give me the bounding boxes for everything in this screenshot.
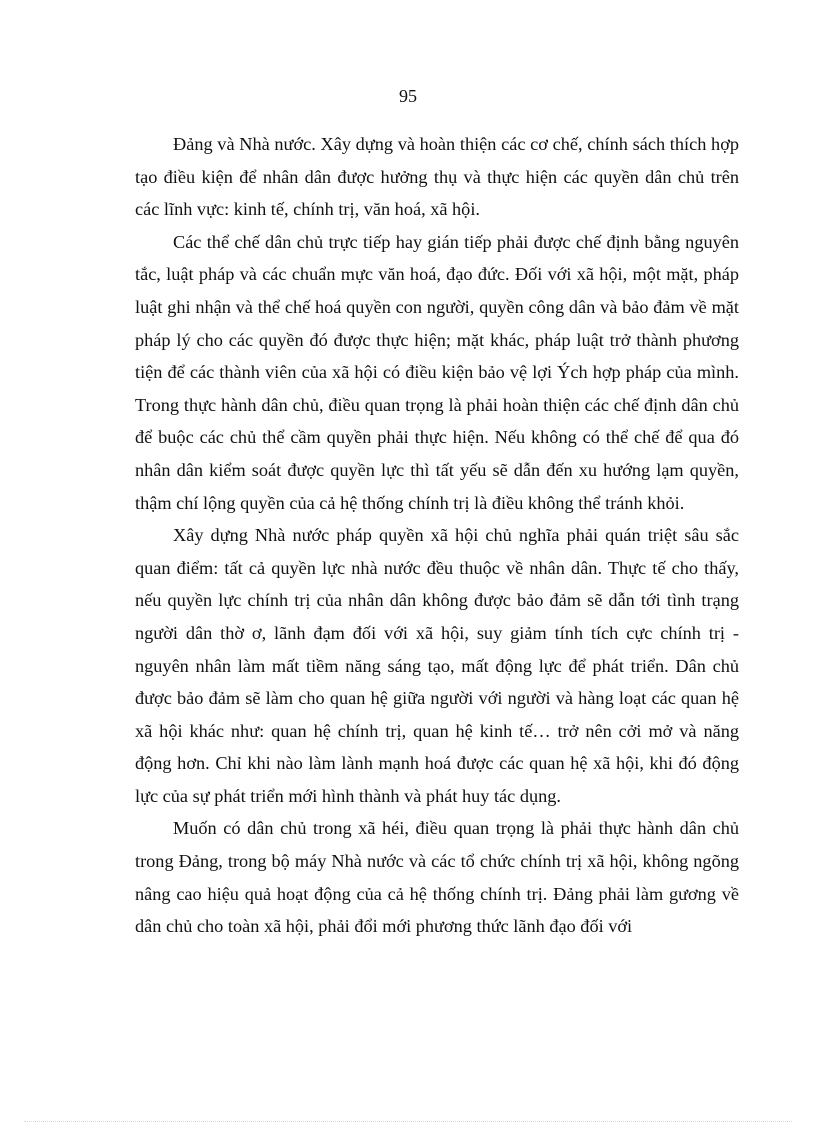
page-bottom-divider [24, 1121, 792, 1122]
paragraph-3: Xây dựng Nhà nước pháp quyền xã hội chủ nghĩa phải quán triệt sâu sắc quan điểm: tất cả quyền lực nhà nước đều thuộc về nhân dân. Thực tế cho thấy, nếu quyền lực chính trị của nhân dân không được bảo đảm sẽ dẫn tới tình trạng người dân thờ ơ, lãnh đạm đối với xã hội, suy giảm tính tích cực chính trị - nguyên nhân làm mất tiềm năng sáng tạo, mất động lực để phát triển. Dân chủ được bảo đảm sẽ làm cho quan hệ giữa người với người và hàng loạt các quan hệ xã hội khác như: quan hệ chính trị, quan hệ kinh tế… trở nên cởi mở và năng động hơn. Chỉ khi nào làm lành mạnh hoá được các quan hệ xã hội, khi đó động lực của sự phát triển mới hình thành và phát huy tác dụng. [135, 525, 739, 806]
page-number: 95 [399, 86, 417, 106]
paragraph-4: Muốn có dân chủ trong xã héi, điều quan trọng là phải thực hành dân chủ trong Đảng, trong bộ máy Nhà nước và các tổ chức chính trị xã hội, không ngõng nâng cao hiệu quả hoạt động của cả hệ thống chính trị. Đảng phải làm gương về dân chủ cho toàn xã hội, phải đổi mới phương thức lãnh đạo đối với [135, 818, 739, 937]
document-body [135, 128, 739, 943]
paragraph-1: Đảng và Nhà nước. Xây dựng và hoàn thiện các cơ chế, chính sách thích hợp tạo điều kiện để nhân dân được hưởng thụ và thực hiện các quyền dân chủ trên các lĩnh vực: kinh tế, chính trị, văn hoá, xã hội. [135, 134, 739, 220]
paragraph-2: Các thể chế dân chủ trực tiếp hay gián tiếp phải được chế định bằng nguyên tắc, luật pháp và các chuẩn mực văn hoá, đạo đức. Đối với xã hội, một mặt, pháp luật ghi nhận và thể chế hoá quyền con người, quyền công dân và bảo đảm về mặt pháp lý cho các quyền đó được thực hiện; mặt khác, pháp luật trở thành phương tiện để các thành viên của xã hội có điều kiện bảo vệ lợi Ých hợp pháp của mình. Trong thực hành dân chủ, điều quan trọng là phải hoàn thiện các chế định dân chủ để buộc các chủ thể cầm quyền phải thực hiện. Nếu không có thể chế để qua đó nhân dân kiểm soát được quyền lực thì tất yếu sẽ dẫn đến xu hướng lạm quyền, thậm chí lộng quyền của cả hệ thống chính trị là điều không thể tránh khỏi. [135, 231, 739, 513]
